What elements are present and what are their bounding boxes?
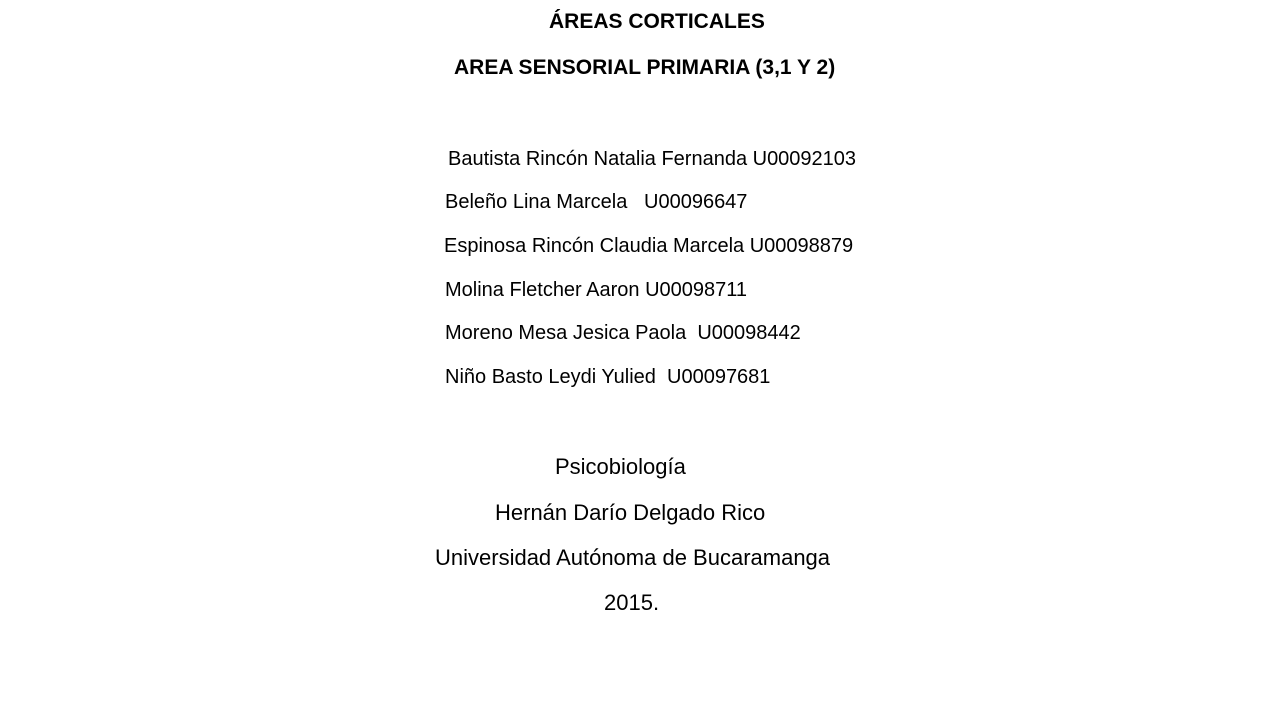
university-name: Universidad Autónoma de Bucaramanga bbox=[435, 545, 831, 570]
author-line: Beleño Lina Marcela U00096647 bbox=[445, 191, 748, 213]
author-line: Molina Fletcher Aaron U00098711 bbox=[445, 279, 748, 301]
author-line: Bautista Rincón Natalia Fernanda U00092103 bbox=[448, 148, 857, 170]
slide-subtitle: AREA SENSORIAL PRIMARIA (3,1 Y 2) bbox=[454, 56, 836, 79]
author-line: Espinosa Rincón Claudia Marcela U00098879 bbox=[444, 235, 854, 257]
professor-name: Hernán Darío Delgado Rico bbox=[495, 500, 766, 525]
course-name: Psicobiología bbox=[555, 454, 686, 479]
slide-title: ÁREAS CORTICALES bbox=[549, 10, 765, 33]
year: 2015. bbox=[604, 590, 660, 615]
author-line: Moreno Mesa Jesica Paola U00098442 bbox=[445, 322, 801, 344]
author-line: Niño Basto Leydi Yulied U00097681 bbox=[445, 366, 771, 388]
